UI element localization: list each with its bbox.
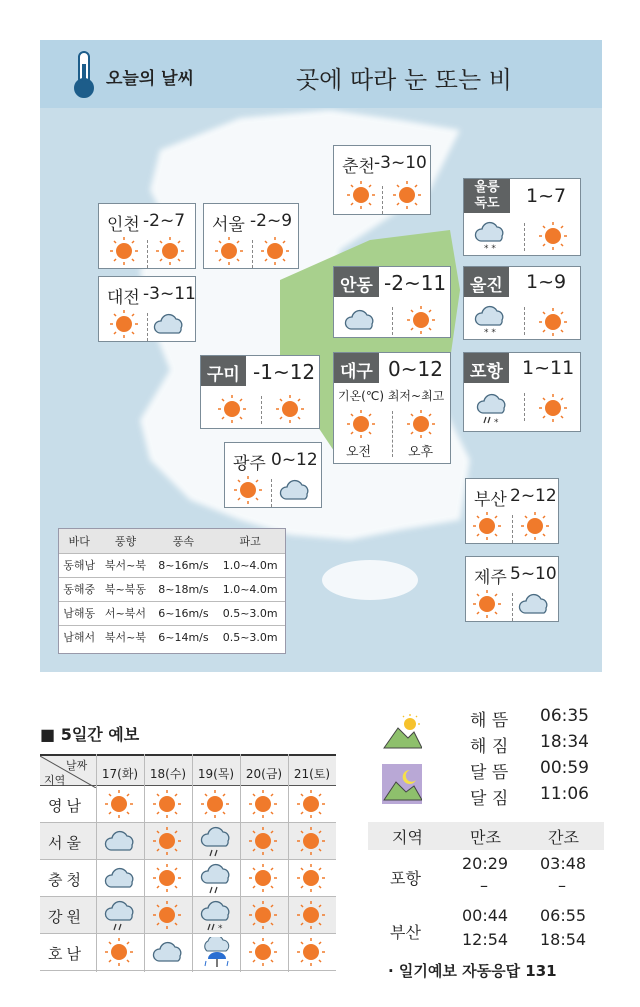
sea-cell: 서~북서 bbox=[99, 601, 151, 625]
sun-icon bbox=[248, 937, 282, 969]
city-temp: -1~12 bbox=[253, 360, 316, 384]
sun-icon bbox=[275, 394, 305, 424]
city-name: 대구 bbox=[334, 353, 379, 383]
svg-text:*: * bbox=[218, 924, 223, 932]
cloud-icon bbox=[518, 589, 552, 619]
sea-cell: 동해중 bbox=[59, 577, 99, 601]
sea-header: 파고 bbox=[215, 529, 285, 553]
sun-icon bbox=[538, 221, 568, 251]
divider bbox=[261, 396, 262, 424]
sun-icon bbox=[152, 789, 186, 821]
grid-divider bbox=[192, 754, 193, 972]
city-temp: 1~9 bbox=[526, 271, 567, 293]
sea-header: 풍향 bbox=[99, 529, 151, 553]
grid-divider bbox=[240, 754, 241, 972]
grid-divider bbox=[288, 754, 289, 972]
sea-cell: 북~북동 bbox=[99, 577, 151, 601]
city-temp: -3~11 bbox=[143, 284, 196, 304]
forecast-day: 21(토) bbox=[293, 767, 331, 781]
city-name: 안동 bbox=[334, 267, 379, 297]
tide-header bbox=[368, 822, 604, 850]
forecast-region-name: 서울 bbox=[48, 834, 85, 852]
sun-icon bbox=[296, 900, 330, 932]
cloud-icon bbox=[152, 937, 186, 969]
tide-row bbox=[368, 904, 604, 958]
header-title: 오늘의 날씨 bbox=[106, 69, 195, 89]
city-temp: -2~9 bbox=[250, 211, 293, 231]
forecast-title: ■ 5일간 예보 bbox=[40, 725, 140, 744]
sun-icon bbox=[104, 937, 138, 969]
grid-divider bbox=[144, 754, 145, 972]
city-temp: 0~12 bbox=[388, 357, 443, 381]
corner-date: 날짜 bbox=[66, 759, 88, 772]
cloud-rain-icon bbox=[200, 863, 234, 895]
sun-icon bbox=[406, 409, 436, 439]
sunrise-time: 06:35 bbox=[540, 706, 589, 726]
city-name: 울진 bbox=[464, 267, 509, 297]
forecast-row bbox=[40, 934, 336, 971]
city-card-incheon bbox=[98, 203, 196, 269]
divider bbox=[392, 307, 393, 335]
sea-cell: 6~14m/s bbox=[152, 625, 216, 649]
table-row bbox=[59, 601, 285, 625]
sea-cell: 남해동 bbox=[59, 601, 99, 625]
city-card-busan bbox=[465, 478, 559, 544]
sun-icon bbox=[296, 789, 330, 821]
cloud-snow-icon bbox=[474, 219, 508, 253]
sun-icon bbox=[296, 937, 330, 969]
forecast-day: 18(수) bbox=[149, 767, 187, 781]
sun-icon bbox=[233, 475, 263, 505]
sun-icon bbox=[152, 863, 186, 895]
forecast-region-name: 영남 bbox=[48, 797, 85, 815]
svg-text:*: * bbox=[494, 418, 499, 427]
divider bbox=[271, 479, 272, 507]
table-row bbox=[59, 577, 285, 601]
city-name: 부산 bbox=[474, 490, 507, 510]
sea-cell: 북서~북 bbox=[99, 625, 151, 649]
sun-icon bbox=[472, 511, 502, 541]
tide-header-cell: 만조 bbox=[470, 828, 501, 847]
city-name: 포항 bbox=[464, 353, 509, 383]
sun-icon bbox=[346, 180, 376, 210]
sun-icon bbox=[217, 394, 247, 424]
city-card-daegu bbox=[333, 352, 451, 464]
tide-low: 03:48 bbox=[540, 854, 587, 873]
moonset-time: 11:06 bbox=[540, 784, 589, 804]
sea-cell: 8~16m/s bbox=[152, 553, 216, 577]
cloud-rain-icon bbox=[200, 826, 234, 858]
sun-icon bbox=[152, 900, 186, 932]
forecast-day: 17(화) bbox=[101, 767, 139, 781]
thermometer-icon bbox=[70, 50, 98, 104]
sea-cell: 0.5~3.0m bbox=[215, 601, 285, 625]
forecast-day: 20(금) bbox=[245, 767, 283, 781]
divider bbox=[382, 186, 383, 214]
tide-high: 00:44 bbox=[462, 906, 509, 925]
divider bbox=[524, 307, 525, 335]
city-card-uljin bbox=[463, 266, 581, 340]
city-temp: 1~11 bbox=[522, 357, 575, 379]
city-temp: -3~10 bbox=[374, 153, 427, 173]
forecast-grid bbox=[40, 754, 336, 971]
city-name-line1: 울릉 bbox=[474, 180, 500, 195]
grid-divider bbox=[96, 754, 97, 972]
city-temp: 0~12 bbox=[271, 450, 318, 470]
svg-text:* *: * * bbox=[484, 244, 496, 253]
moonrise-time: 00:59 bbox=[540, 758, 589, 778]
forecast-region-name: 충청 bbox=[48, 871, 85, 889]
tide-high: 12:54 bbox=[462, 930, 509, 949]
sea-cell: 0.5~3.0m bbox=[215, 625, 285, 649]
cloud-rain-snow-icon bbox=[476, 393, 510, 427]
tide-high: – bbox=[480, 876, 488, 895]
moonrise-label: 달 뜸 bbox=[470, 763, 509, 783]
divider bbox=[392, 411, 393, 457]
corner-region: 지역 bbox=[44, 774, 66, 787]
city-temp: -2~11 bbox=[384, 271, 447, 295]
cloud-rain-icon bbox=[104, 900, 138, 932]
city-name: 춘천 bbox=[342, 157, 375, 177]
svg-text:* *: * * bbox=[484, 328, 496, 337]
tide-table bbox=[368, 822, 604, 958]
city-card-chuncheon bbox=[333, 145, 431, 215]
sun-icon bbox=[248, 826, 282, 858]
city-temp: -2~7 bbox=[143, 211, 186, 231]
footer-hotline: · 일기예보 자동응답 131 bbox=[388, 962, 557, 980]
cloud-icon bbox=[104, 863, 138, 895]
tide-high: 20:29 bbox=[462, 854, 509, 873]
sea-cell: 남해서 bbox=[59, 625, 99, 649]
sun-icon bbox=[296, 826, 330, 858]
moonset-label: 달 짐 bbox=[470, 789, 509, 809]
sea-header: 풍속 bbox=[152, 529, 216, 553]
am-label: 오전 bbox=[346, 445, 372, 460]
forecast-region-name: 강원 bbox=[48, 908, 85, 926]
sea-conditions-table bbox=[58, 528, 286, 654]
tide-region: 부산 bbox=[390, 923, 421, 942]
moon-mountain-icon bbox=[382, 764, 422, 808]
divider bbox=[512, 593, 513, 621]
sea-cell: 1.0~4.0m bbox=[215, 553, 285, 577]
sea-cell: 1.0~4.0m bbox=[215, 577, 285, 601]
forecast-row bbox=[40, 823, 336, 860]
city-name-line2: 독도 bbox=[474, 196, 500, 211]
sun-icon bbox=[248, 863, 282, 895]
sea-cell: 6~16m/s bbox=[152, 601, 216, 625]
sun-icon bbox=[109, 309, 139, 339]
sun-icon bbox=[248, 789, 282, 821]
divider bbox=[147, 313, 148, 341]
tide-header-cell: 지역 bbox=[392, 828, 423, 847]
sun-icon bbox=[109, 236, 139, 266]
city-temp: 5~10 bbox=[510, 564, 557, 584]
divider bbox=[524, 223, 525, 251]
city-card-gumi bbox=[200, 355, 320, 429]
sun-icon bbox=[346, 409, 376, 439]
city-card-seoul bbox=[203, 203, 299, 269]
sun-icon bbox=[248, 900, 282, 932]
sun-icon bbox=[104, 789, 138, 821]
umbrella-icon bbox=[200, 937, 234, 969]
city-temp: 2~12 bbox=[510, 486, 557, 506]
sun-icon bbox=[155, 236, 185, 266]
table-row bbox=[59, 553, 285, 577]
tide-low: 06:55 bbox=[540, 906, 587, 925]
sunrise-mountain-icon bbox=[382, 712, 422, 756]
sun-icon bbox=[538, 393, 568, 423]
cloud-icon bbox=[104, 826, 138, 858]
forecast-row bbox=[40, 786, 336, 823]
temp-caption: 기온(℃) 최저~최고 bbox=[338, 389, 445, 403]
city-name: 대전 bbox=[107, 288, 140, 308]
tide-row bbox=[368, 850, 604, 904]
cloud-icon bbox=[344, 305, 378, 335]
city-name: 인천 bbox=[107, 215, 140, 235]
table-row bbox=[59, 625, 285, 649]
tide-header-cell: 간조 bbox=[548, 828, 579, 847]
cloud-rain-snow-icon bbox=[200, 900, 234, 932]
sunset-label: 해 짐 bbox=[470, 737, 509, 757]
sea-cell: 동해남 bbox=[59, 553, 99, 577]
cloud-snow-icon bbox=[474, 303, 508, 337]
tide-low: – bbox=[558, 876, 566, 895]
sunset-time: 18:34 bbox=[540, 732, 589, 752]
sun-icon bbox=[392, 180, 422, 210]
tide-low: 18:54 bbox=[540, 930, 587, 949]
sun-icon bbox=[538, 307, 568, 337]
forecast-row bbox=[40, 897, 336, 934]
sea-header: 바다 bbox=[59, 529, 99, 553]
city-card-gwangju bbox=[224, 442, 322, 508]
city-name bbox=[464, 179, 510, 213]
sun-icon bbox=[472, 589, 502, 619]
forecast-day: 19(목) bbox=[197, 767, 235, 781]
divider bbox=[252, 240, 253, 268]
city-card-andong bbox=[333, 266, 451, 338]
sunrise-label: 해 뜸 bbox=[470, 711, 509, 731]
forecast-header bbox=[40, 754, 336, 786]
sun-icon bbox=[296, 863, 330, 895]
cloud-icon bbox=[279, 475, 313, 505]
city-card-daejeon bbox=[98, 276, 196, 342]
sun-icon bbox=[260, 236, 290, 266]
header-headline: 곳에 따라 눈 또는 비 bbox=[296, 66, 512, 94]
sun-icon bbox=[214, 236, 244, 266]
forecast-row bbox=[40, 860, 336, 897]
city-name: 제주 bbox=[474, 568, 507, 588]
city-temp: 1~7 bbox=[526, 185, 567, 207]
divider bbox=[512, 515, 513, 543]
tide-region: 포항 bbox=[390, 869, 421, 888]
forecast-rows bbox=[40, 786, 336, 971]
forecast-region-name: 호남 bbox=[48, 945, 85, 963]
pm-label: 오후 bbox=[408, 445, 434, 460]
sun-icon bbox=[200, 789, 234, 821]
divider bbox=[147, 240, 148, 268]
cloud-icon bbox=[153, 309, 187, 339]
sea-cell: 8~18m/s bbox=[152, 577, 216, 601]
city-card-jeju bbox=[465, 556, 559, 622]
sea-cell: 북서~북 bbox=[99, 553, 151, 577]
divider bbox=[524, 393, 525, 421]
city-name: 광주 bbox=[233, 454, 266, 474]
city-name: 구미 bbox=[201, 356, 246, 386]
city-card-pohang bbox=[463, 352, 581, 432]
sun-icon bbox=[152, 826, 186, 858]
city-card-ulleung bbox=[463, 178, 581, 256]
city-name: 서울 bbox=[212, 215, 245, 235]
sun-icon bbox=[520, 511, 550, 541]
sun-icon bbox=[406, 305, 436, 335]
